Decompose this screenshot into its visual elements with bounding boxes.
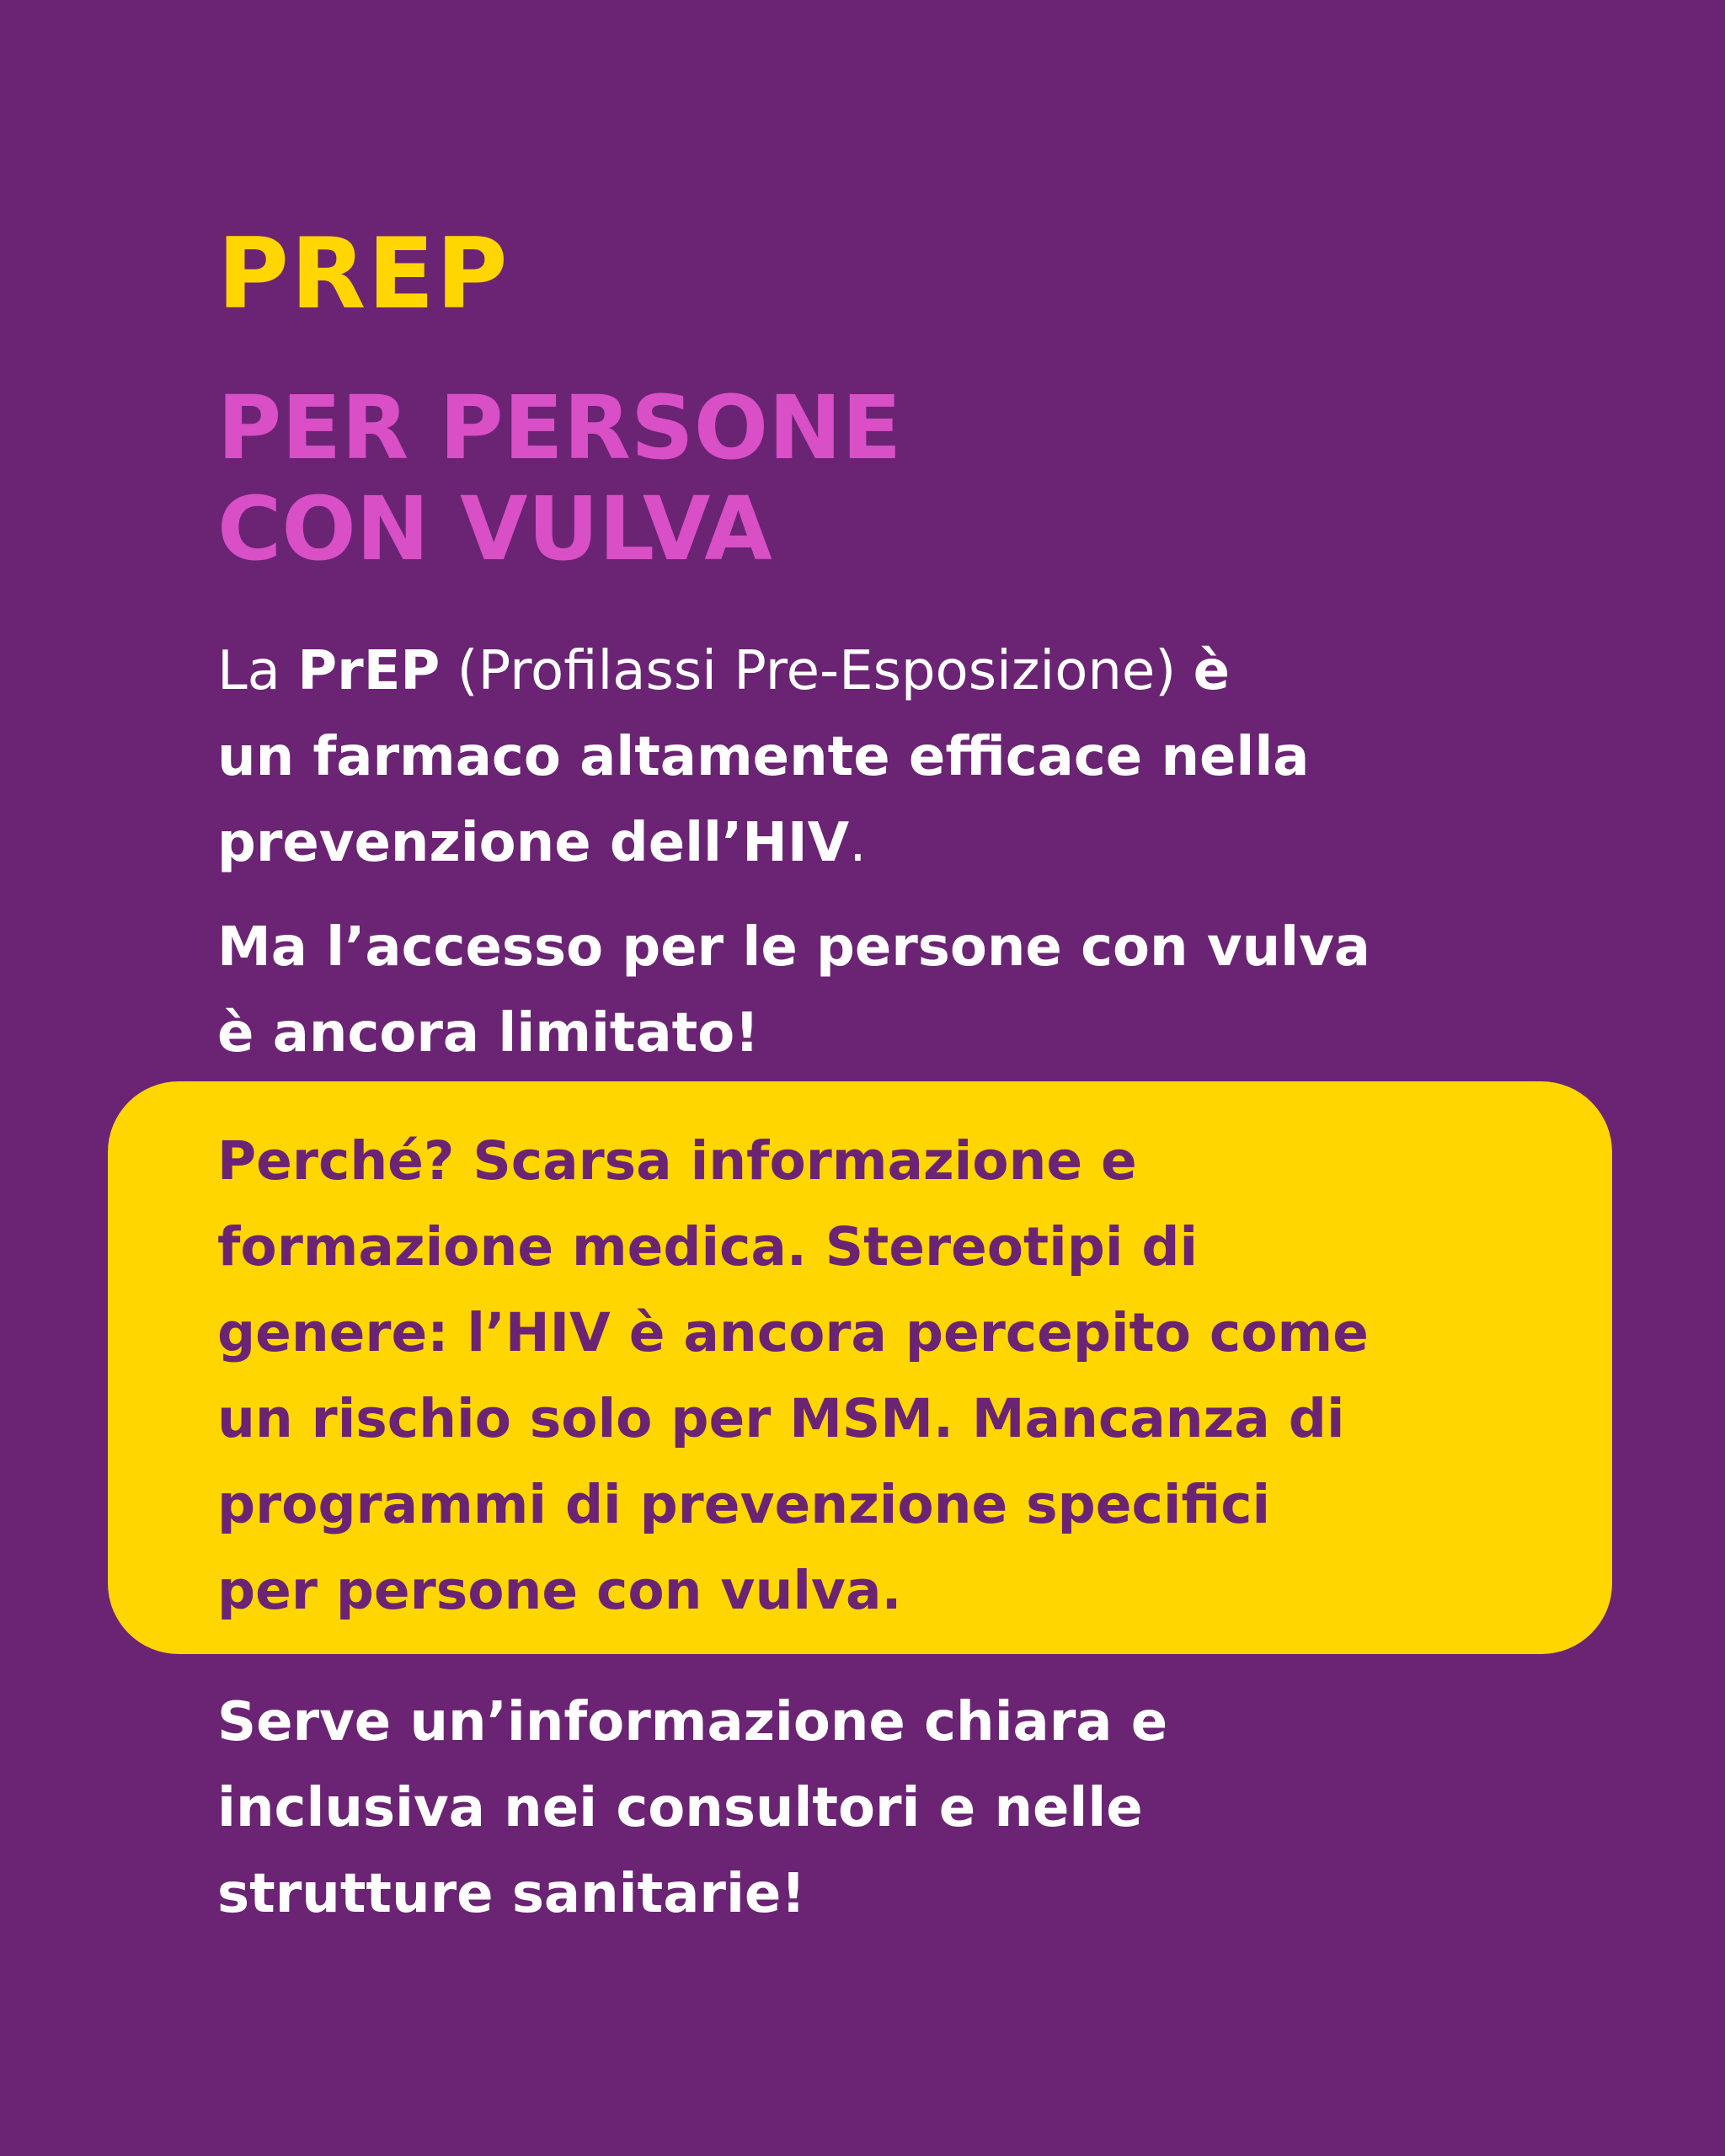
intro-paragraph <box>217 628 1531 886</box>
closing-paragraph <box>217 1679 1531 1937</box>
callout-box <box>108 1081 1612 1654</box>
callout-line: Perché? Scarsa informazione e <box>217 1130 1137 1192</box>
callout-text <box>217 1118 1582 1634</box>
callout-line: genere: l’HIV è ancora percepito come <box>217 1302 1369 1364</box>
subtitle <box>217 377 901 579</box>
intro-text-period: . <box>849 812 867 874</box>
subtitle-line-2: CON VULVA <box>217 478 772 580</box>
closing-line: inclusiva nei consultori e nelle <box>217 1777 1143 1839</box>
callout-line: un rischio solo per MSM. Mancanza di <box>217 1388 1345 1449</box>
access-paragraph <box>217 905 1531 1076</box>
intro-text-e: è <box>1193 640 1230 702</box>
intro-line-2: un farmaco altamente efficace nella <box>217 726 1310 788</box>
access-line-2: è ancora limitato! <box>217 1002 760 1065</box>
intro-text-profilassi: (Profilassi Pre-Esposizione) <box>440 640 1194 702</box>
callout-line: formazione medica. Stereotipi di <box>217 1216 1199 1278</box>
subtitle-line-1: PER PERSONE <box>217 376 902 479</box>
closing-line: Serve un’informazione chiara e <box>217 1691 1168 1753</box>
closing-line: strutture sanitarie! <box>217 1863 806 1925</box>
intro-text-prevenzione: prevenzione dell’HIV <box>217 812 850 874</box>
intro-text-la: La <box>217 640 298 702</box>
callout-line: programmi di prevenzione specifici <box>217 1474 1271 1535</box>
callout-line: per persone con vulva. <box>217 1560 902 1621</box>
intro-line-3 <box>217 800 1531 886</box>
access-line-1: Ma l’accesso per le persone con vulva <box>217 916 1370 979</box>
intro-text-prep: PrEP <box>297 640 441 702</box>
intro-line-1 <box>217 628 1531 714</box>
title-prep: PREP <box>217 217 510 331</box>
